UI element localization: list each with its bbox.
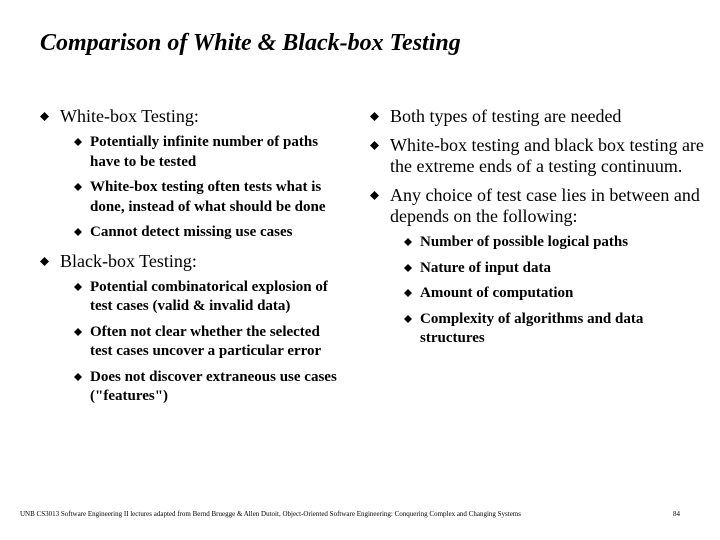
sublist-item-text: Complexity of algorithms and data structures xyxy=(420,310,644,346)
small-diamond-bullet-icon xyxy=(74,373,82,381)
small-diamond-bullet-icon xyxy=(404,315,412,323)
sublist-item xyxy=(60,133,345,172)
diamond-bullet-icon xyxy=(40,257,49,266)
page-number: 84 xyxy=(673,510,680,518)
sublist-item xyxy=(60,223,345,243)
small-diamond-bullet-icon xyxy=(74,283,82,291)
sublist-item xyxy=(390,310,705,349)
sublist-item-text: Potential combinatorical explosion of test cases (valid & invalid data) xyxy=(90,278,328,314)
slide-title: Comparison of White & Black-box Testing xyxy=(40,30,461,56)
sublist-item xyxy=(60,178,345,217)
sublist-white-box xyxy=(60,133,345,243)
list-item-text: Any choice of test case lies in between and depends on the following: xyxy=(390,185,700,226)
small-diamond-bullet-icon xyxy=(74,328,82,336)
sublist-item-text: Nature of input data xyxy=(420,259,551,276)
sublist-item xyxy=(390,284,705,304)
small-diamond-bullet-icon xyxy=(404,238,412,246)
diamond-bullet-icon xyxy=(370,112,379,121)
sublist-item xyxy=(390,259,705,279)
small-diamond-bullet-icon xyxy=(404,264,412,272)
sublist-item-text: Potentially infinite number of paths have to be tested xyxy=(90,134,319,170)
small-diamond-bullet-icon xyxy=(74,228,82,236)
sublist-item xyxy=(60,278,345,317)
sublist-choice-factors xyxy=(390,233,705,349)
list-item-text: Both types of testing are needed xyxy=(390,106,622,126)
sublist-item xyxy=(60,323,345,362)
sublist-item-text: Does not discover extraneous use cases ("features") xyxy=(90,368,337,404)
sublist-item-text: Amount of computation xyxy=(420,285,574,301)
list-item-black-box xyxy=(40,251,345,407)
list-item-white-box xyxy=(40,106,345,243)
small-diamond-bullet-icon xyxy=(74,138,82,146)
sublist-item-text: Often not clear whether the selected test cases uncover a particular error xyxy=(90,323,322,359)
list-item xyxy=(370,185,705,349)
diamond-bullet-icon xyxy=(40,112,49,121)
list-item xyxy=(370,106,705,127)
sublist-item xyxy=(60,368,345,407)
sublist-item-text: Number of possible logical paths xyxy=(420,234,629,250)
sublist-item-text: White-box testing often tests what is done, instead of what should be done xyxy=(90,179,326,215)
diamond-bullet-icon xyxy=(370,191,379,200)
right-column xyxy=(370,106,705,357)
list-item xyxy=(370,135,705,177)
footer-citation: UNB CS3013 Software Engineering II lectures adapted from Bernd Bruegge & Allen Dutoit, Object-Oriented Software Engineering: Conquering Complex and Changing Systems xyxy=(20,510,521,518)
sublist-item xyxy=(390,233,705,253)
sublist-black-box xyxy=(60,278,345,407)
small-diamond-bullet-icon xyxy=(404,289,412,297)
list-item-label: Black-box Testing: xyxy=(60,250,197,271)
list-item-label: White-box Testing: xyxy=(60,106,199,126)
list-item-text: White-box testing and black box testing are the extreme ends of a testing continuum. xyxy=(390,135,704,176)
sublist-item-text: Cannot detect missing use cases xyxy=(90,224,293,240)
diamond-bullet-icon xyxy=(370,141,379,150)
small-diamond-bullet-icon xyxy=(74,183,82,191)
left-column xyxy=(40,106,345,415)
